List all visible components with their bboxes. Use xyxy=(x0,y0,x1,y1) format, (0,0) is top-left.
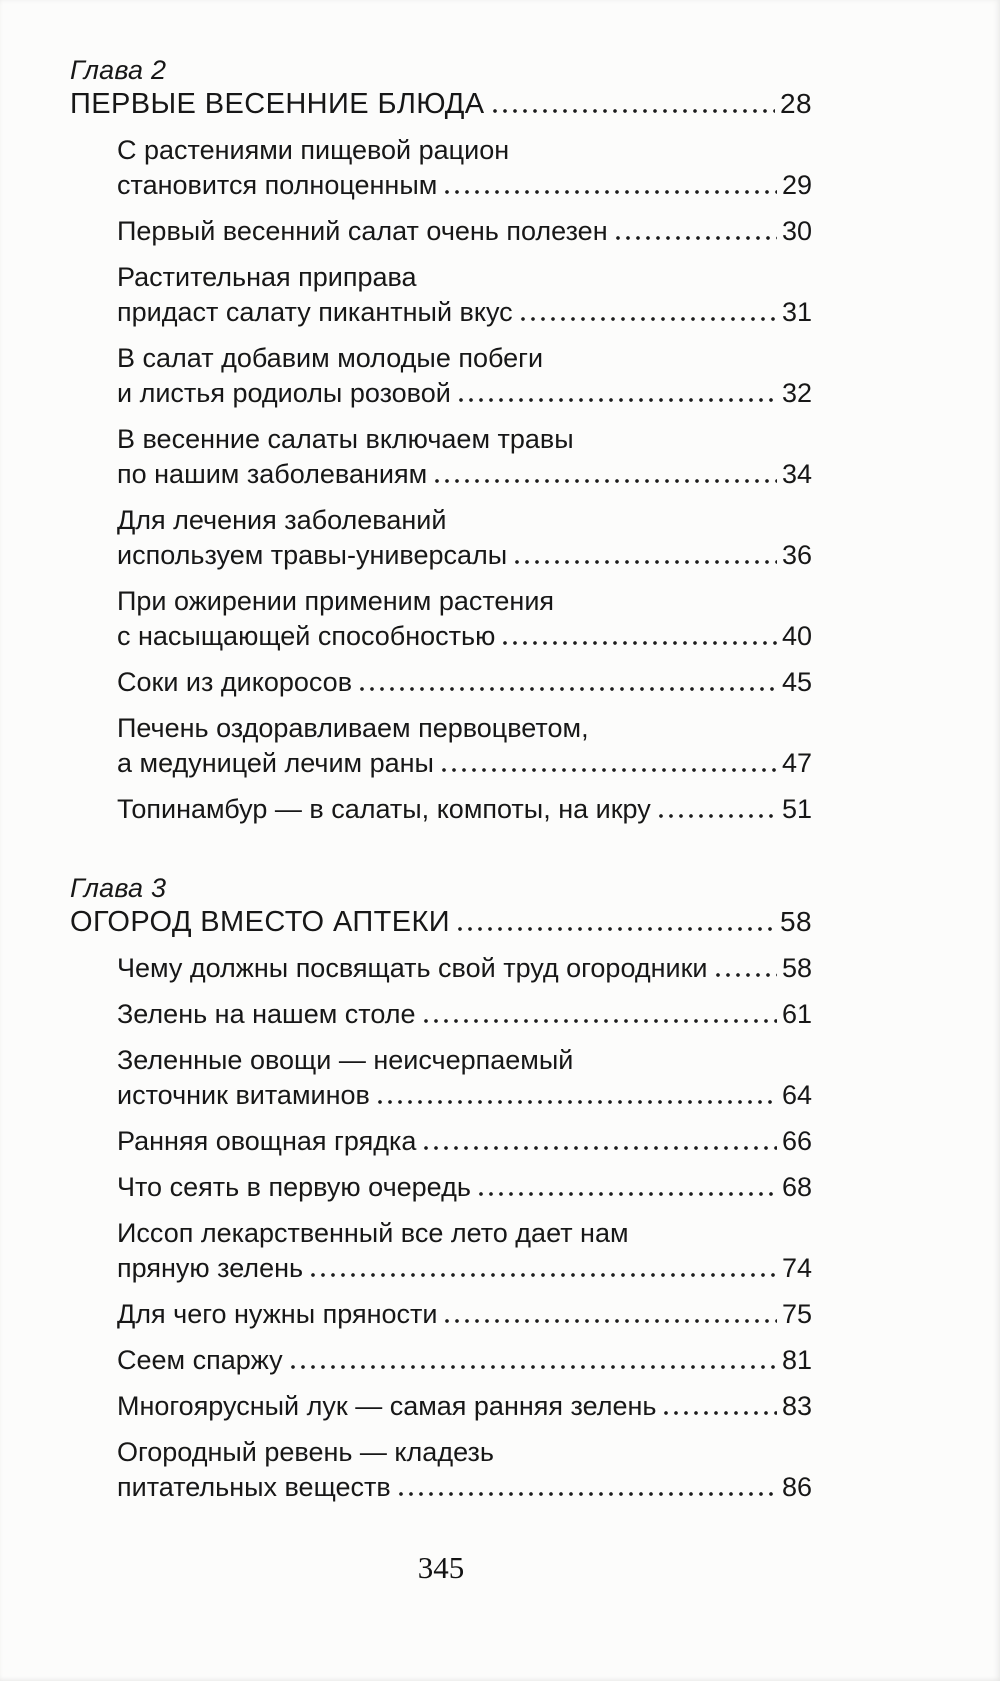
dot-leader xyxy=(399,1492,777,1496)
toc xyxy=(70,54,812,1505)
toc-item-page-number: 40 xyxy=(781,621,812,651)
toc-row xyxy=(117,1343,812,1378)
toc-item-page-number: 64 xyxy=(781,1080,812,1110)
toc-item-text: Для лечения заболеваний xyxy=(117,505,447,535)
toc-item-text: Ранняя овощная грядка xyxy=(117,1126,417,1156)
toc-item-page-number: 83 xyxy=(781,1391,812,1421)
toc-item xyxy=(117,792,812,827)
toc-row xyxy=(117,133,812,168)
toc-item xyxy=(117,503,812,573)
toc-item-text: Зелень на нашем столе xyxy=(117,999,416,1029)
toc-row xyxy=(117,295,812,330)
toc-item xyxy=(117,951,812,986)
toc-row xyxy=(117,1216,812,1251)
toc-item-page-number: 36 xyxy=(781,540,812,570)
dot-leader xyxy=(515,560,777,564)
toc-item-page-number: 58 xyxy=(781,953,812,983)
chapter-page-number: 58 xyxy=(780,906,812,937)
toc-item-text: Печень оздоравливаем первоцветом, xyxy=(117,713,589,743)
toc-row xyxy=(117,168,812,203)
toc-item-text: Огородный ревень — кладезь xyxy=(117,1437,494,1467)
toc-row xyxy=(117,1043,812,1078)
dot-leader xyxy=(311,1273,777,1277)
dot-leader xyxy=(493,109,776,113)
toc-item xyxy=(117,341,812,411)
toc-row xyxy=(117,376,812,411)
toc-row xyxy=(117,1435,812,1470)
toc-row xyxy=(117,1251,812,1286)
toc-item xyxy=(117,711,812,781)
dot-leader xyxy=(435,479,777,483)
toc-item-text: становится полноценным xyxy=(117,170,438,200)
toc-item-text: Первый весенний салат очень полезен xyxy=(117,216,608,246)
toc-row xyxy=(117,997,812,1032)
toc-item xyxy=(117,1343,812,1378)
toc-item xyxy=(117,133,812,203)
toc-item-text: Чему должны посвящать свой труд огородники xyxy=(117,953,708,983)
toc-item-page-number: 51 xyxy=(781,794,812,824)
toc-row xyxy=(117,619,812,654)
dot-leader xyxy=(479,1192,777,1196)
toc-row xyxy=(117,538,812,573)
toc-item xyxy=(117,997,812,1032)
toc-chapter xyxy=(70,872,812,1505)
chapter-title: ОГОРОД ВМЕСТО АПТЕКИ xyxy=(70,906,451,938)
chapter-title: ПЕРВЫЕ ВЕСЕННИЕ БЛЮДА xyxy=(70,88,485,120)
toc-item-page-number: 81 xyxy=(781,1345,812,1375)
toc-item-text: придаст салату пикантный вкус xyxy=(117,297,513,327)
toc-item-page-number: 74 xyxy=(781,1253,812,1283)
dot-leader xyxy=(458,927,775,931)
toc-item-text: В весенние салаты включаем травы xyxy=(117,424,574,454)
toc-item-page-number: 29 xyxy=(781,170,812,200)
toc-item-text: по нашим заболеваниям xyxy=(117,459,428,489)
dot-leader xyxy=(360,687,777,691)
toc-row xyxy=(117,1170,812,1205)
dot-leader xyxy=(616,236,777,240)
dot-leader xyxy=(659,814,777,818)
toc-row xyxy=(117,1470,812,1505)
toc-row xyxy=(117,584,812,619)
toc-row xyxy=(117,214,812,249)
toc-row xyxy=(117,1078,812,1113)
toc-item-text: С растениями пищевой рацион xyxy=(117,135,510,165)
toc-item-text: пряную зелень xyxy=(117,1253,304,1283)
toc-item xyxy=(117,1124,812,1159)
folio-page-number: 345 xyxy=(417,1550,465,1585)
toc-item-page-number: 66 xyxy=(781,1126,812,1156)
toc-chapter xyxy=(70,54,812,827)
toc-row xyxy=(117,1389,812,1424)
chapter-label: Глава 2 xyxy=(70,55,167,85)
toc-item-text: В салат добавим молодые побеги xyxy=(117,343,544,373)
dot-leader xyxy=(716,973,777,977)
toc-item xyxy=(117,422,812,492)
toc-item-page-number: 61 xyxy=(781,999,812,1029)
toc-row xyxy=(117,1124,812,1159)
toc-item xyxy=(117,214,812,249)
toc-item-text: Сеем спаржу xyxy=(117,1345,283,1375)
dot-leader xyxy=(424,1019,777,1023)
dot-leader xyxy=(424,1146,777,1150)
toc-item-text: источник витаминов xyxy=(117,1080,370,1110)
toc-item-page-number: 86 xyxy=(781,1472,812,1502)
toc-item-page-number: 68 xyxy=(781,1172,812,1202)
toc-item xyxy=(117,1043,812,1113)
dot-leader xyxy=(445,190,777,194)
toc-row xyxy=(117,746,812,781)
toc-item-page-number: 30 xyxy=(781,216,812,246)
dot-leader xyxy=(291,1365,777,1369)
dot-leader xyxy=(459,398,777,402)
toc-row xyxy=(70,86,812,122)
toc-item-page-number: 34 xyxy=(781,459,812,489)
toc-item-text: питательных веществ xyxy=(117,1472,391,1502)
toc-item-page-number: 47 xyxy=(781,748,812,778)
dot-leader xyxy=(503,641,777,645)
toc-item xyxy=(117,260,812,330)
toc-item-page-number: 32 xyxy=(781,378,812,408)
toc-item xyxy=(117,584,812,654)
toc-row xyxy=(117,792,812,827)
toc-row xyxy=(117,711,812,746)
toc-item-text: Соки из дикоросов xyxy=(117,667,353,697)
chapter-label: Глава 3 xyxy=(70,873,167,903)
toc-row xyxy=(117,503,812,538)
toc-item-text: Что сеять в первую очередь xyxy=(117,1172,471,1202)
toc-row xyxy=(117,1297,812,1332)
toc-item-text: Топинамбур — в салаты, компоты, на икру xyxy=(117,794,651,824)
dot-leader xyxy=(664,1411,777,1415)
toc-item xyxy=(117,1216,812,1286)
chapter-page-number: 28 xyxy=(780,88,812,119)
toc-item-text: Растительная приправа xyxy=(117,262,417,292)
toc-item-page-number: 45 xyxy=(781,667,812,697)
toc-item-text: При ожирении применим растения xyxy=(117,586,555,616)
toc-row xyxy=(117,260,812,295)
toc-row xyxy=(117,422,812,457)
toc-item-text: и листья родиолы розовой xyxy=(117,378,451,408)
toc-item-text: с насыщающей способностью xyxy=(117,621,496,651)
dot-leader xyxy=(521,317,777,321)
dot-leader xyxy=(445,1319,777,1323)
toc-item-text: Для чего нужны пряности xyxy=(117,1299,438,1329)
toc-item-text: а медуницей лечим раны xyxy=(117,748,434,778)
toc-item xyxy=(117,1170,812,1205)
dot-leader xyxy=(442,768,777,772)
toc-item xyxy=(117,1389,812,1424)
toc-item-text: используем травы-универсалы xyxy=(117,540,508,570)
toc-row xyxy=(117,341,812,376)
toc-row xyxy=(117,665,812,700)
toc-item xyxy=(117,665,812,700)
toc-item-text: Зеленные овощи — неисчерпаемый xyxy=(117,1045,574,1075)
toc-item-text: Иссоп лекарственный все лето дает нам xyxy=(117,1218,629,1248)
toc-item-page-number: 75 xyxy=(781,1299,812,1329)
dot-leader xyxy=(378,1100,777,1104)
toc-item xyxy=(117,1297,812,1332)
toc-item-page-number: 31 xyxy=(781,297,812,327)
toc-item-text: Многоярусный лук — самая ранняя зелень xyxy=(117,1391,657,1421)
toc-row xyxy=(117,457,812,492)
toc-item xyxy=(117,1435,812,1505)
toc-row xyxy=(117,951,812,986)
toc-row xyxy=(70,904,812,940)
